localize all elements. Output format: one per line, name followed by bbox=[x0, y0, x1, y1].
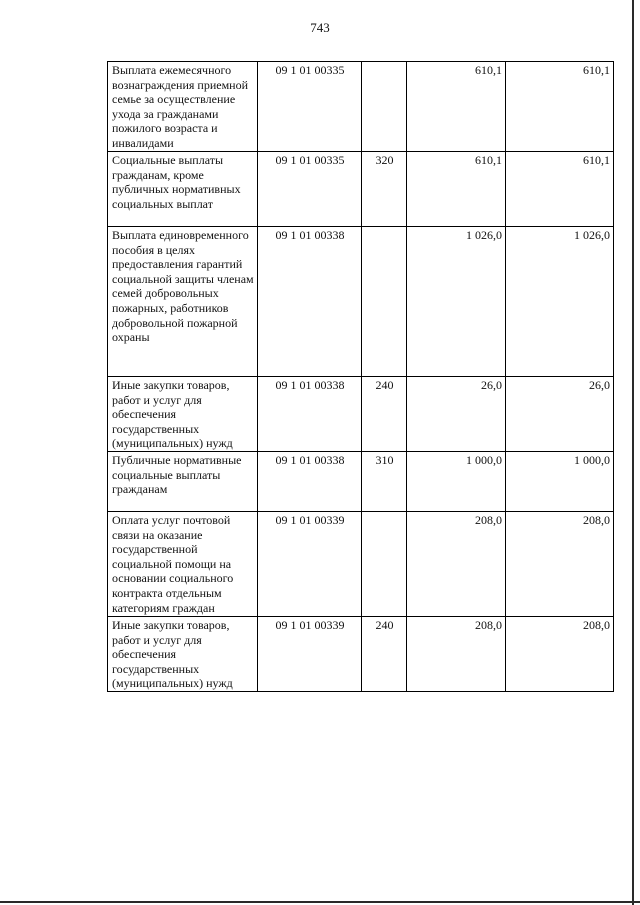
row-code: 09 1 01 00338 bbox=[258, 227, 362, 377]
row-code: 09 1 01 00339 bbox=[258, 512, 362, 617]
row-amount-2: 208,0 bbox=[506, 512, 614, 617]
row-amount-2: 208,0 bbox=[506, 617, 614, 692]
row-amount-2: 1 000,0 bbox=[506, 452, 614, 512]
row-name: Иные закупки товаров, работ и услуг для обеспечения государственных (муниципальных) нужд bbox=[108, 377, 258, 452]
table-row bbox=[108, 227, 614, 377]
row-amount-1: 610,1 bbox=[407, 152, 506, 227]
row-expense-type bbox=[362, 62, 407, 152]
row-expense-type bbox=[362, 512, 407, 617]
row-amount-2: 1 026,0 bbox=[506, 227, 614, 377]
row-amount-2: 610,1 bbox=[506, 152, 614, 227]
row-amount-2: 610,1 bbox=[506, 62, 614, 152]
row-name: Выплата ежемесячного вознаграждения приемной семье за осуществление ухода за гражданами пожилого возраста и инвалидами bbox=[108, 62, 258, 152]
scan-edge-right bbox=[632, 0, 634, 905]
row-name: Иные закупки товаров, работ и услуг для обеспечения государственных (муниципальных) нужд bbox=[108, 617, 258, 692]
table-row bbox=[108, 512, 614, 617]
scan-edge-bottom bbox=[0, 901, 640, 903]
row-amount-1: 1 026,0 bbox=[407, 227, 506, 377]
row-amount-1: 610,1 bbox=[407, 62, 506, 152]
row-code: 09 1 01 00335 bbox=[258, 152, 362, 227]
row-amount-1: 208,0 bbox=[407, 512, 506, 617]
table-row bbox=[108, 617, 614, 692]
row-expense-type: 240 bbox=[362, 617, 407, 692]
table-row bbox=[108, 452, 614, 512]
row-name: Выплата единовременного пособия в целях предоставления гарантий социальной защиты членам семей добровольных пожарных, работников добровольной пожарной охраны bbox=[108, 227, 258, 377]
row-expense-type: 240 bbox=[362, 377, 407, 452]
row-amount-1: 1 000,0 bbox=[407, 452, 506, 512]
table-row bbox=[108, 62, 614, 152]
table-row bbox=[108, 377, 614, 452]
row-code: 09 1 01 00338 bbox=[258, 452, 362, 512]
row-name: Публичные нормативные социальные выплаты гражданам bbox=[108, 452, 258, 512]
row-name: Оплата услуг почтовой связи на оказание государственной социальной помощи на основании социального контракта отдельным категориям граждан bbox=[108, 512, 258, 617]
row-amount-2: 26,0 bbox=[506, 377, 614, 452]
row-code: 09 1 01 00335 bbox=[258, 62, 362, 152]
row-amount-1: 208,0 bbox=[407, 617, 506, 692]
row-expense-type bbox=[362, 227, 407, 377]
row-code: 09 1 01 00338 bbox=[258, 377, 362, 452]
row-amount-1: 26,0 bbox=[407, 377, 506, 452]
table-row bbox=[108, 152, 614, 227]
row-code: 09 1 01 00339 bbox=[258, 617, 362, 692]
row-name: Социальные выплаты гражданам, кроме публичных нормативных социальных выплат bbox=[108, 152, 258, 227]
row-expense-type: 320 bbox=[362, 152, 407, 227]
budget-table bbox=[107, 61, 614, 692]
page-number: 743 bbox=[310, 20, 330, 35]
row-expense-type: 310 bbox=[362, 452, 407, 512]
